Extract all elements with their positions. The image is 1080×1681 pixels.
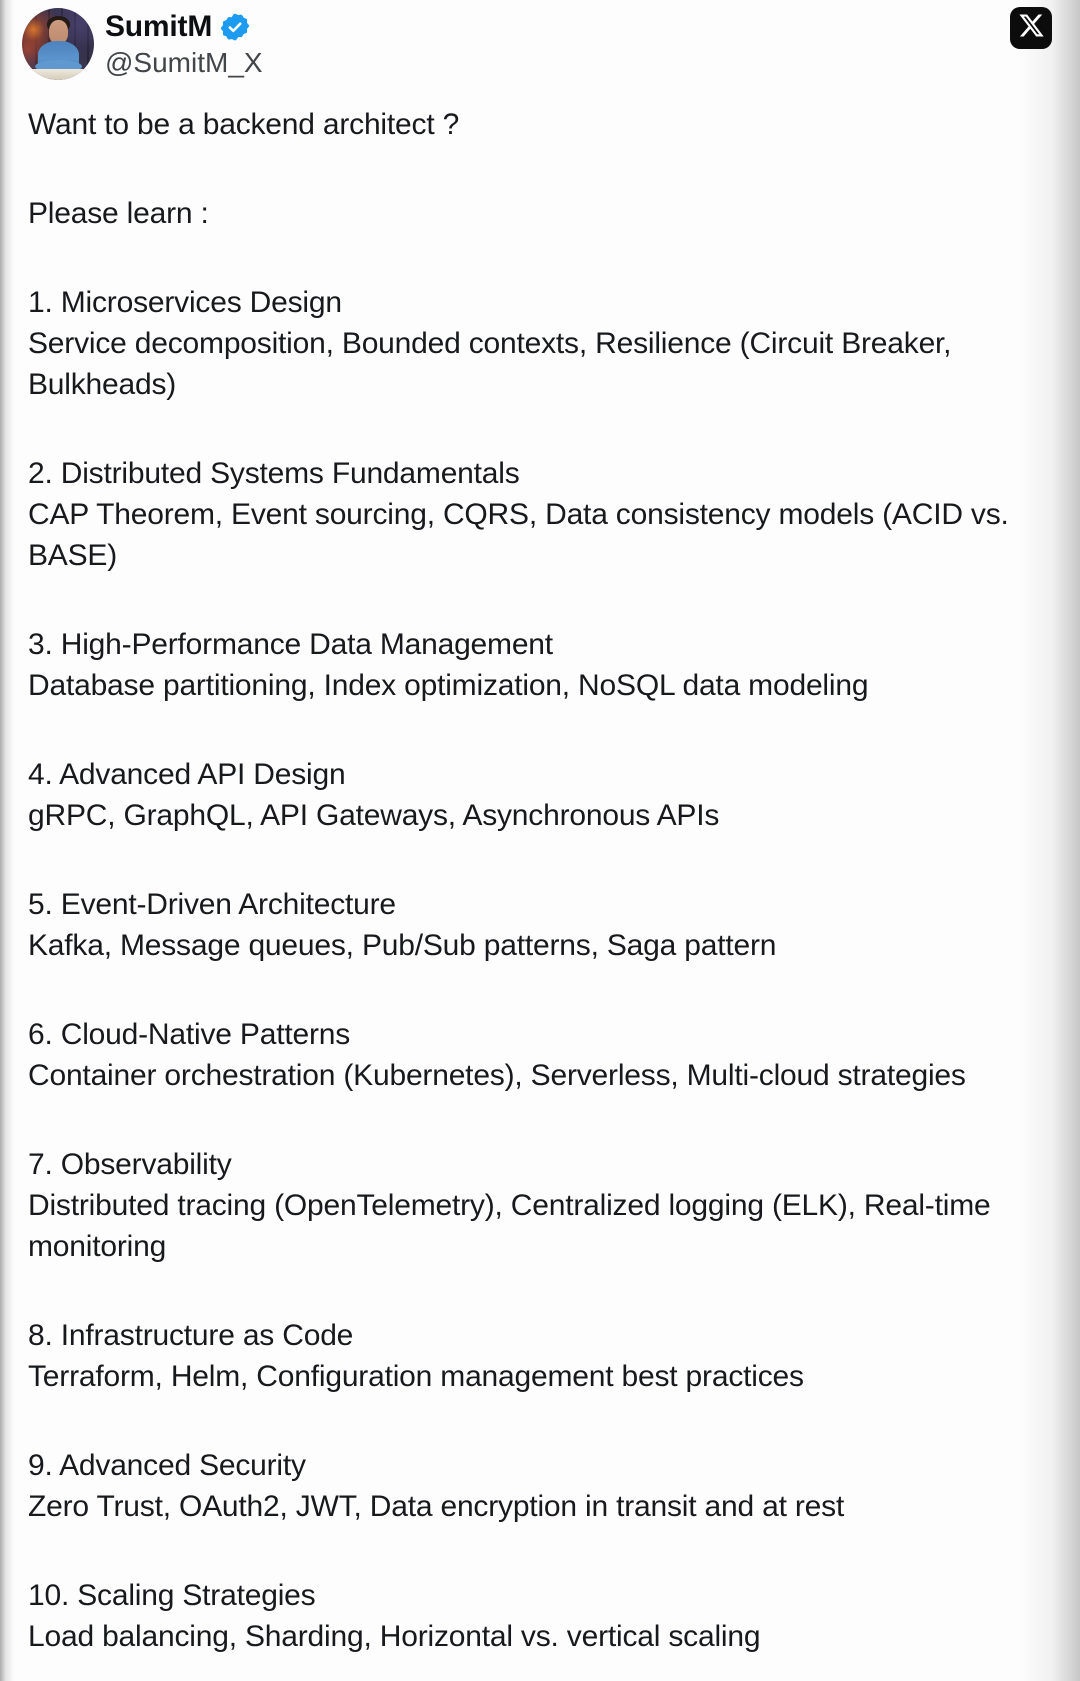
section-title: 1. Microservices Design bbox=[28, 286, 342, 319]
tweet-section bbox=[28, 453, 1058, 576]
tweet-section bbox=[28, 282, 1058, 405]
user-handle[interactable]: @SumitM_X bbox=[105, 47, 263, 78]
section-body: Load balancing, Sharding, Horizontal vs. vertical scaling bbox=[28, 1620, 761, 1653]
section-title: 4. Advanced API Design bbox=[28, 758, 346, 791]
section-title: 9. Advanced Security bbox=[28, 1449, 306, 1482]
section-title: 7. Observability bbox=[28, 1148, 232, 1181]
section-title: 3. High-Performance Data Management bbox=[28, 628, 553, 661]
section-body: Kafka, Message queues, Pub/Sub patterns, Saga pattern bbox=[28, 929, 777, 962]
tweet-section bbox=[28, 754, 1058, 836]
user-identity bbox=[105, 10, 263, 80]
tweet-section bbox=[28, 1445, 1058, 1527]
section-title: 6. Cloud-Native Patterns bbox=[28, 1018, 351, 1051]
x-logo-button[interactable] bbox=[1010, 7, 1052, 49]
section-title: 2. Distributed Systems Fundamentals bbox=[28, 457, 520, 490]
left-edge-shade bbox=[0, 0, 14, 1681]
section-body: Service decomposition, Bounded contexts, Resilience (Circuit Breaker, Bulkheads) bbox=[28, 327, 952, 401]
tweet-header bbox=[0, 0, 1080, 96]
section-body: Database partitioning, Index optimization, NoSQL data modeling bbox=[28, 669, 869, 702]
avatar-table bbox=[22, 69, 94, 80]
tweet-sections bbox=[28, 282, 1058, 1657]
tweet-section bbox=[28, 1144, 1058, 1267]
tweet-intro-line: Want to be a backend architect ? bbox=[28, 108, 460, 141]
verified-badge-icon bbox=[220, 12, 250, 42]
section-body: Distributed tracing (OpenTelemetry), Centralized logging (ELK), Real-time monitoring bbox=[28, 1189, 991, 1263]
section-title: 10. Scaling Strategies bbox=[28, 1579, 316, 1612]
tweet-section bbox=[28, 624, 1058, 706]
tweet-text bbox=[28, 104, 1058, 1657]
section-body: CAP Theorem, Event sourcing, CQRS, Data consistency models (ACID vs. BASE) bbox=[28, 498, 1009, 572]
x-logo-icon bbox=[1018, 12, 1045, 44]
tweet-lead-line: Please learn : bbox=[28, 197, 209, 230]
tweet-section bbox=[28, 1575, 1058, 1657]
section-title: 8. Infrastructure as Code bbox=[28, 1319, 354, 1352]
tweet-section bbox=[28, 1014, 1058, 1096]
avatar[interactable] bbox=[22, 8, 94, 80]
display-name[interactable]: SumitM bbox=[105, 10, 213, 43]
display-name-row[interactable] bbox=[105, 10, 263, 44]
tweet-section bbox=[28, 884, 1058, 966]
section-title: 5. Event-Driven Architecture bbox=[28, 888, 396, 921]
section-body: Terraform, Helm, Configuration management best practices bbox=[28, 1360, 804, 1393]
section-body: Container orchestration (Kubernetes), Serverless, Multi-cloud strategies bbox=[28, 1059, 966, 1092]
tweet-section bbox=[28, 1315, 1058, 1397]
section-body: gRPC, GraphQL, API Gateways, Asynchronous APIs bbox=[28, 799, 720, 832]
section-body: Zero Trust, OAuth2, JWT, Data encryption in transit and at rest bbox=[28, 1490, 845, 1523]
